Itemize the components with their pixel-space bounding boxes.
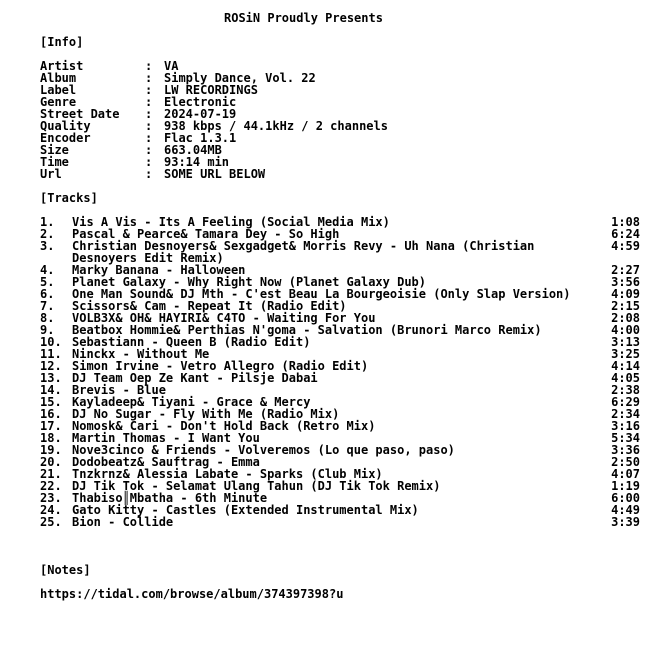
track-number: 9. bbox=[40, 323, 55, 337]
page-title: ROSiN Proudly Presents bbox=[224, 11, 383, 25]
track-number: 6. bbox=[40, 287, 55, 301]
track-title: Kayladeep& Tiyani - Grace & Mercy bbox=[72, 395, 311, 409]
track-duration: 2:27 bbox=[611, 263, 640, 277]
info-row bbox=[40, 156, 640, 168]
info-key: Size bbox=[40, 143, 69, 157]
info-row bbox=[40, 96, 640, 108]
track-number: 18. bbox=[40, 431, 62, 445]
track-title: Nomosk& Cari - Don't Hold Back (Retro Mix) bbox=[72, 419, 376, 433]
track-title: Dodobeatz& Sauftrag - Emma bbox=[72, 455, 260, 469]
nfo-document bbox=[40, 12, 640, 600]
track-duration: 3:39 bbox=[611, 515, 640, 529]
track-duration: 2:15 bbox=[611, 299, 640, 313]
track-title: Ninckx - Without Me bbox=[72, 347, 210, 361]
info-key: Street Date bbox=[40, 107, 120, 121]
info-separator: : bbox=[145, 71, 160, 85]
info-row bbox=[40, 144, 640, 156]
track-title: DJ No Sugar - Fly With Me (Radio Mix) bbox=[72, 407, 340, 421]
track-duration: 2:50 bbox=[611, 455, 640, 469]
track-duration: 2:38 bbox=[611, 383, 640, 397]
track-duration: 3:25 bbox=[611, 347, 640, 361]
info-value: Electronic bbox=[164, 95, 237, 109]
info-separator: : bbox=[145, 59, 160, 73]
track-number: 10. bbox=[40, 335, 62, 349]
info-key: Encoder bbox=[40, 131, 91, 145]
info-key: Genre bbox=[40, 95, 77, 109]
track-duration: 4:09 bbox=[611, 287, 640, 301]
track-row bbox=[40, 516, 640, 528]
track-title: Martin Thomas - I Want You bbox=[72, 431, 260, 445]
track-duration: 3:36 bbox=[611, 443, 640, 457]
track-title: Bion - Collide bbox=[72, 515, 174, 529]
info-value: SOME URL BELOW bbox=[164, 167, 266, 181]
track-number: 13. bbox=[40, 371, 62, 385]
info-value: Flac 1.3.1 bbox=[164, 131, 237, 145]
info-separator: : bbox=[145, 131, 160, 145]
info-row bbox=[40, 84, 640, 96]
info-key: Artist bbox=[40, 59, 84, 73]
track-title: DJ Tik Tok - Selamat Ulang Tahun (DJ Tik Tok Remix) bbox=[72, 479, 441, 493]
track-duration: 4:07 bbox=[611, 467, 640, 481]
track-number: 7. bbox=[40, 299, 55, 313]
track-number: 25. bbox=[40, 515, 62, 529]
track-duration: 6:29 bbox=[611, 395, 640, 409]
track-number: 8. bbox=[40, 311, 55, 325]
track-title: Christian Desnoyers& Sexgadget& Morris Revy - Uh Nana (Christian Desnoyers Edit Remix) bbox=[72, 239, 535, 265]
track-title: Tnzkrnz& Alessia Labate - Sparks (Club Mix) bbox=[72, 467, 383, 481]
track-title: Thabiso║Mbatha - 6th Minute bbox=[72, 491, 268, 505]
tracks-section-label: [Tracks] bbox=[40, 191, 98, 205]
track-title: Brevis - Blue bbox=[72, 383, 166, 397]
track-duration: 1:19 bbox=[611, 479, 640, 493]
track-number: 1. bbox=[40, 215, 55, 229]
info-separator: : bbox=[145, 155, 160, 169]
notes-section-label: [Notes] bbox=[40, 563, 91, 577]
track-number: 17. bbox=[40, 419, 62, 433]
info-value: 93:14 min bbox=[164, 155, 230, 169]
track-title: Pascal & Pearce& Tamara Dey - So High bbox=[72, 227, 340, 241]
track-title: One Man Sound& DJ Mth - C'est Beau La Bourgeoisie (Only Slap Version) bbox=[72, 287, 571, 301]
album-url: https://tidal.com/browse/album/374397398?u bbox=[40, 587, 344, 601]
info-separator: : bbox=[145, 95, 160, 109]
info-key: Quality bbox=[40, 119, 91, 133]
track-title: Gato Kitty - Castles (Extended Instrumental Mix) bbox=[72, 503, 419, 517]
info-row bbox=[40, 132, 640, 144]
track-number: 4. bbox=[40, 263, 55, 277]
info-row bbox=[40, 60, 640, 72]
track-number: 2. bbox=[40, 227, 55, 241]
track-title: Simon Irvine - Vetro Allegro (Radio Edit) bbox=[72, 359, 369, 373]
info-value: LW RECORDINGS bbox=[164, 83, 258, 97]
info-section-label: [Info] bbox=[40, 35, 84, 49]
track-duration: 4:14 bbox=[611, 359, 640, 373]
track-number: 12. bbox=[40, 359, 62, 373]
info-row bbox=[40, 168, 640, 180]
track-row bbox=[40, 240, 640, 264]
track-number: 20. bbox=[40, 455, 62, 469]
info-separator: : bbox=[145, 107, 160, 121]
info-value: Simply Dance, Vol. 22 bbox=[164, 71, 316, 85]
track-duration: 6:24 bbox=[611, 227, 640, 241]
info-table bbox=[40, 60, 640, 180]
track-number: 16. bbox=[40, 407, 62, 421]
track-number: 14. bbox=[40, 383, 62, 397]
info-row bbox=[40, 72, 640, 84]
track-number: 15. bbox=[40, 395, 62, 409]
track-title: Scissors& Cam - Repeat It (Radio Edit) bbox=[72, 299, 347, 313]
track-duration: 4:59 bbox=[611, 239, 640, 253]
info-separator: : bbox=[145, 119, 160, 133]
track-title: Marky Banana - Halloween bbox=[72, 263, 246, 277]
track-title: Sebastiann - Queen B (Radio Edit) bbox=[72, 335, 311, 349]
track-title: Beatbox Hommie& Perthias N'goma - Salvation (Brunori Marco Remix) bbox=[72, 323, 542, 337]
track-list bbox=[40, 216, 640, 528]
track-duration: 1:08 bbox=[611, 215, 640, 229]
track-number: 23. bbox=[40, 491, 62, 505]
track-number: 21. bbox=[40, 467, 62, 481]
info-value: VA bbox=[164, 59, 179, 73]
track-duration: 3:16 bbox=[611, 419, 640, 433]
info-separator: : bbox=[145, 143, 160, 157]
track-duration: 3:13 bbox=[611, 335, 640, 349]
track-duration: 4:05 bbox=[611, 371, 640, 385]
info-value: 2024-07-19 bbox=[164, 107, 237, 121]
info-key: Album bbox=[40, 71, 77, 85]
track-title: Vis A Vis - Its A Feeling (Social Media Mix) bbox=[72, 215, 390, 229]
track-title: VOLB3X& OH& HAYIRI& C4TO - Waiting For You bbox=[72, 311, 376, 325]
info-separator: : bbox=[145, 167, 160, 181]
track-duration: 6:00 bbox=[611, 491, 640, 505]
track-title: Nove3cinco & Friends - Volveremos (Lo que paso, paso) bbox=[72, 443, 455, 457]
track-duration: 4:49 bbox=[611, 503, 640, 517]
track-duration: 2:08 bbox=[611, 311, 640, 325]
track-number: 11. bbox=[40, 347, 62, 361]
track-number: 5. bbox=[40, 275, 55, 289]
info-key: Url bbox=[40, 167, 62, 181]
track-duration: 4:00 bbox=[611, 323, 640, 337]
track-duration: 2:34 bbox=[611, 407, 640, 421]
track-title: Planet Galaxy - Why Right Now (Planet Galaxy Dub) bbox=[72, 275, 427, 289]
info-value: 663.04MB bbox=[164, 143, 222, 157]
track-duration: 5:34 bbox=[611, 431, 640, 445]
track-number: 19. bbox=[40, 443, 62, 457]
track-duration: 3:56 bbox=[611, 275, 640, 289]
info-separator: : bbox=[145, 83, 160, 97]
info-key: Label bbox=[40, 83, 77, 97]
track-title: DJ Team Oep Ze Kant - Pilsje Dabai bbox=[72, 371, 318, 385]
track-number: 22. bbox=[40, 479, 62, 493]
info-row bbox=[40, 120, 640, 132]
info-value: 938 kbps / 44.1kHz / 2 channels bbox=[164, 119, 388, 133]
track-number: 3. bbox=[40, 239, 55, 253]
track-number: 24. bbox=[40, 503, 62, 517]
info-key: Time bbox=[40, 155, 69, 169]
